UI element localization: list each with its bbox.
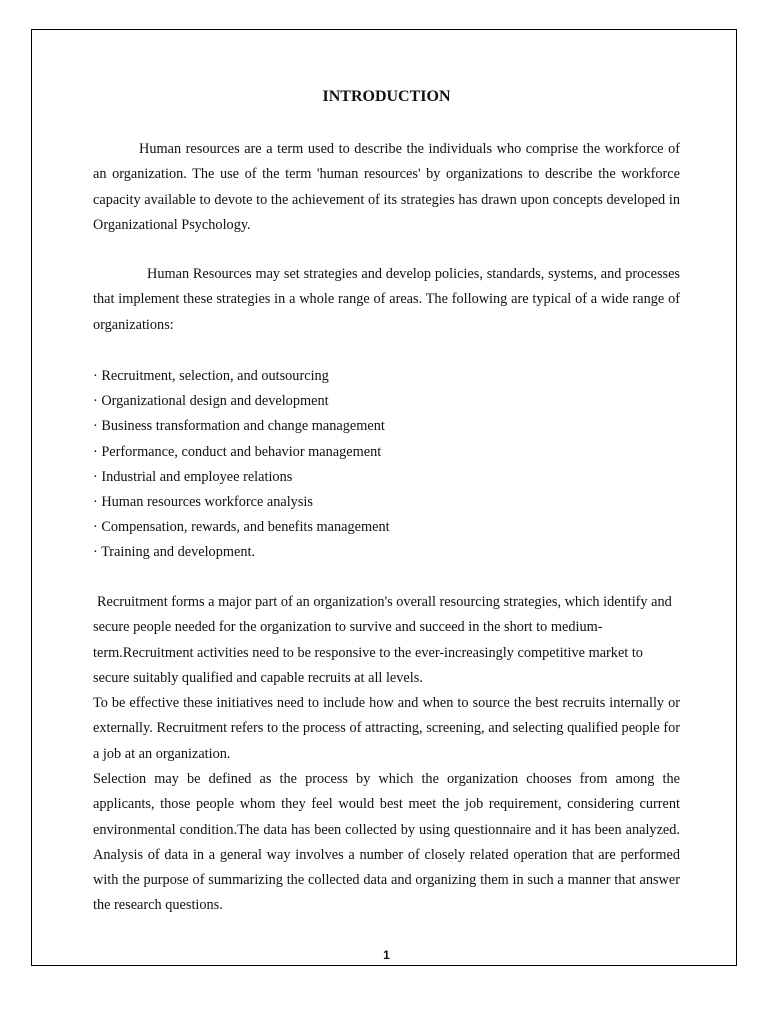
list-item: · Human resources workforce analysis [93,493,313,510]
list-item: · Recruitment, selection, and outsourcing [93,368,329,384]
paragraph-intro: Human resources are a term used to describe the individuals who comprise the workforce of an organization. The use of the term 'human resources' by organizations to describe the workforce capacity available to devote to the achievement of its strategies has drawn upon concepts developed in Organizational Psychology. [93,141,680,233]
list-item: · Organizational design and development [93,393,329,410]
page-number: 1 [383,948,390,962]
list-item: · Training and development. [93,544,256,561]
paragraph-strategies: Human Resources may set strategies and develop policies, standards, systems, and processes that implement these strategies in a whole range of areas. The following are typical of a wide range of organizations: [93,266,680,333]
paragraph-selection: Selection may be defined as the process by which the organization chooses from among the applicants, those people whom they feel would best meet the job requirement, considering current environmental condition.The data has been collected by using questionnaire and it has been analyzed. Analysis of data in a general way involves a number of closely related operation that are performed with the purpose of summarizing the collected data and organizing them in such a manner that answer the research questions. [93,771,680,914]
list-item: · Compensation, rewards, and benefits management [93,519,390,536]
list-item: · Performance, conduct and behavior management [93,443,382,460]
paragraph-effectiveness: To be effective these initiatives need to include how and when to source the best recruits internally or externally. Recruitment refers to the process of attracting, screening, and selecting qualified people for a job at an organization. [93,695,680,762]
hr-areas-list [93,364,680,566]
document-title: INTRODUCTION [322,88,451,105]
paragraph-recruitment: Recruitment forms a major part of an organization's overall resourcing strategies, which identify and secure people needed for the organization to survive and succeed in the short to medium-term.Recruitment activities need to be responsive to the ever-increasingly competitive market to secure suitably qualified and capable recruits at all levels. [93,594,672,686]
list-item: · Business transformation and change management [93,418,385,435]
list-item: · Industrial and employee relations [93,468,293,485]
